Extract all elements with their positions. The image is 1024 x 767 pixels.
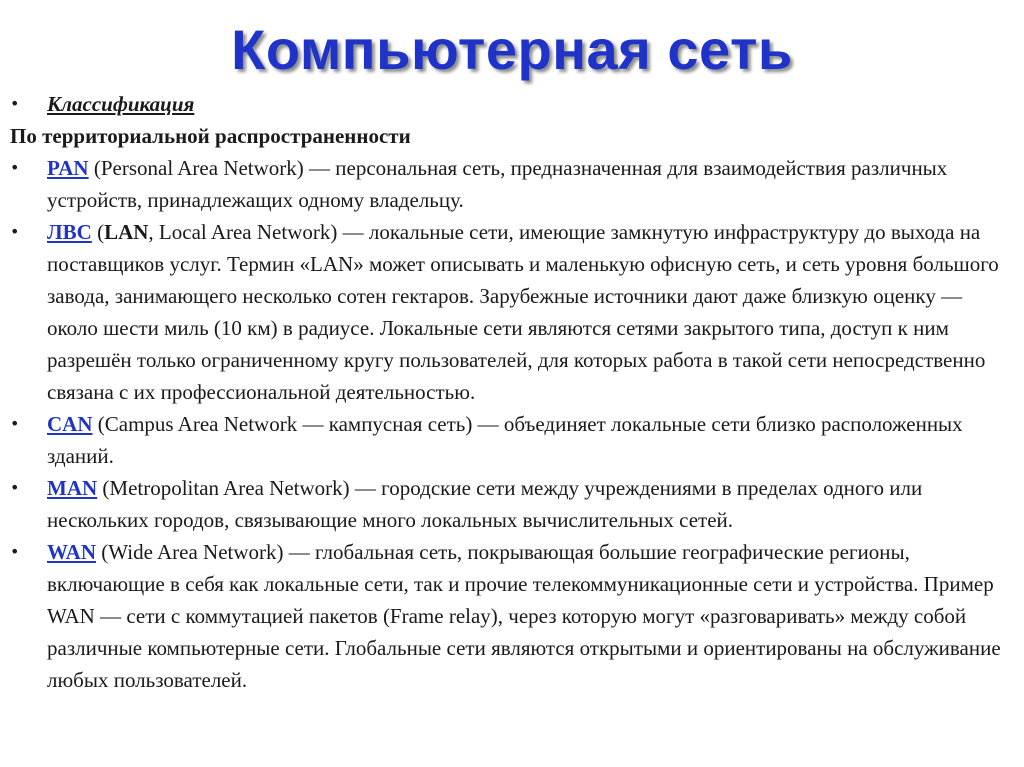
- man-description: (Metropolitan Area Network) — городские сети между учреждениями в пределах одного или нескольких городов, связывающие много локальных вычислительных сетей.: [47, 476, 923, 532]
- can-description: (Campus Area Network — кампусная сеть) — объединяет локальные сети близко расположенных зданий.: [47, 412, 963, 468]
- list-item-lan: [10, 216, 1015, 408]
- man-link[interactable]: MAN: [47, 476, 98, 500]
- pan-link[interactable]: PAN: [47, 156, 89, 180]
- bullet-icon: •: [10, 414, 20, 433]
- page-title: Компьютерная сеть: [231, 18, 793, 81]
- list-item-wan: [10, 536, 1015, 696]
- list-item-can: [10, 408, 1015, 472]
- bullet-icon: •: [10, 542, 20, 561]
- can-link[interactable]: CAN: [47, 412, 93, 436]
- list-item-pan: [10, 152, 1015, 216]
- lan-abbr: LAN: [104, 220, 149, 244]
- lan-description: , Local Area Network) — локальные сети, имеющие замкнутую инфраструктуру до выхода на поставщиков услуг. Термин «LAN» может описывать и маленькую офисную сеть, и сеть уровня большого завода, занимающего несколько сотен гектаров. Зарубежные источники дают даже близкую оценку — около шести миль (10 км) в радиусе. Локальные сети являются сетями закрытого типа, доступ к ним разрешён только ограниченному кругу пользователей, для которых работа в такой сети непосредственно связана с их профессиональной деятельностью.: [47, 220, 999, 404]
- list-item-man: [10, 472, 1015, 536]
- bullet-icon: •: [10, 222, 20, 241]
- bullet-icon: •: [10, 158, 20, 177]
- pan-description: (Personal Area Network) — персональная сеть, предназначенная для взаимодействия различных устройств, принадлежащих одному владельцу.: [47, 156, 948, 212]
- lvs-link[interactable]: ЛВС: [47, 220, 92, 244]
- wan-link[interactable]: WAN: [47, 540, 97, 564]
- territorial-heading: По территориальной распространенности: [10, 124, 411, 148]
- lan-open-paren: (: [91, 220, 105, 244]
- bullet-icon: •: [10, 94, 20, 113]
- wan-description: (Wide Area Network) — глобальная сеть, покрывающая большие географические регионы, включающие в себя как локальные сети, так и прочие телекоммуникационные сети и устройства. Пример WAN — сети с коммутацией пакетов (Frame relay), через которую могут «разговаривать» между собой различные компьютерные сети. Глобальные сети являются открытыми и ориентированы на обслуживание любых пользователей.: [47, 540, 1001, 692]
- bullet-icon: •: [10, 478, 20, 497]
- classification-label: Классификация: [47, 92, 195, 116]
- slide-content: [10, 88, 1015, 696]
- classification-row: [10, 88, 1015, 120]
